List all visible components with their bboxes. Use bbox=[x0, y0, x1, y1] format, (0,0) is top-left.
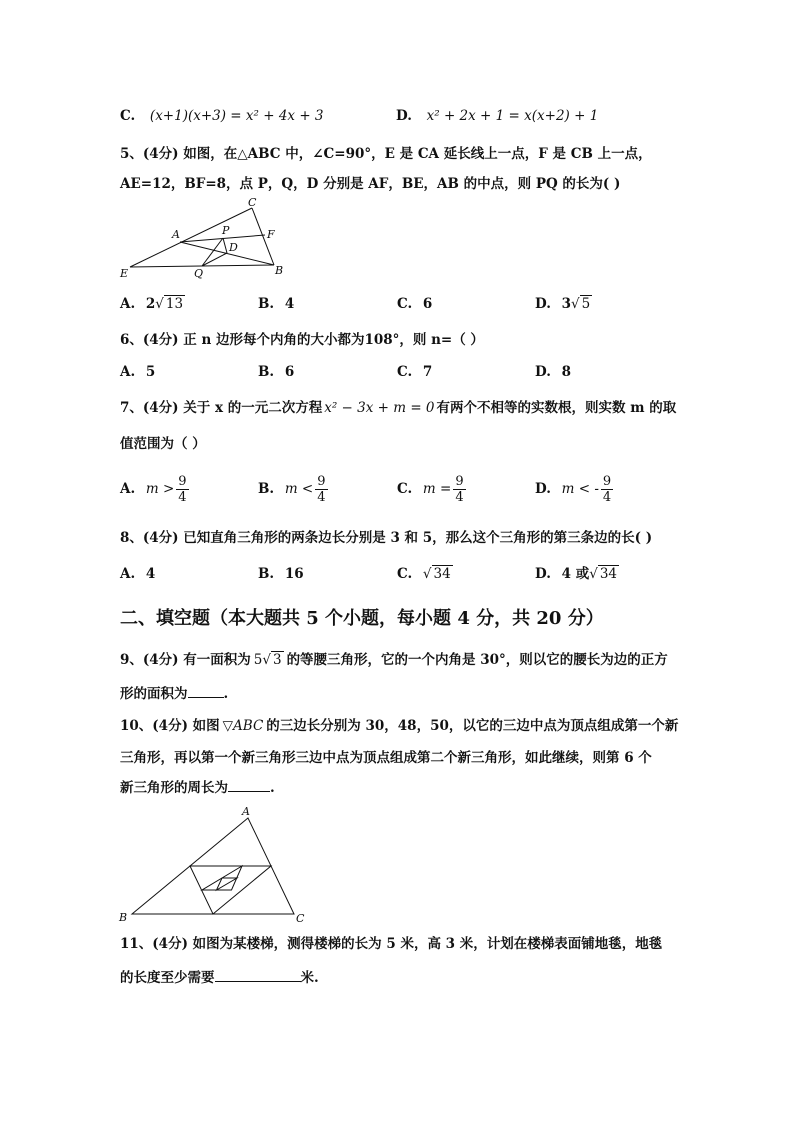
fraction bbox=[176, 474, 188, 505]
fraction bbox=[453, 474, 465, 505]
q5-stem-line2: AE=12，BF=8，点 P，Q，D 分别是 AF，BE，AB 的中点，则 PQ 的长为( ) bbox=[120, 176, 621, 192]
q9-period: . bbox=[223, 686, 229, 702]
label-c: C bbox=[248, 196, 257, 209]
q9-coef: 5 bbox=[253, 652, 263, 668]
option-value: 4 bbox=[145, 566, 156, 582]
q10-period: . bbox=[270, 780, 275, 796]
fraction bbox=[315, 474, 327, 505]
q10-stem-line2: 三角形，再以第一个新三角形三边中点为顶点组成第二个新三角形，如此继续，则第 6 个 bbox=[120, 750, 652, 766]
option-label: B. bbox=[258, 296, 275, 312]
option-value: 8 bbox=[561, 364, 572, 380]
label-f: F bbox=[267, 228, 275, 241]
q5-option-b bbox=[258, 294, 294, 314]
numerator: 9 bbox=[178, 474, 187, 489]
option-coef: 3 bbox=[561, 296, 572, 312]
q11-stem-line2 bbox=[120, 968, 319, 988]
label-e: E bbox=[120, 267, 129, 280]
q8-option-d bbox=[535, 564, 619, 584]
q8-stem: 8、(4分) 已知直角三角形的两条边长分别是 3 和 5，那么这个三角形的第三条边的长( ) bbox=[120, 530, 653, 546]
q9-stem-part3: 形的面积为 bbox=[120, 686, 188, 702]
option-value: 4 bbox=[284, 296, 295, 312]
q7-equation: x² − 3x + m = 0 bbox=[324, 400, 435, 416]
numerator: 9 bbox=[317, 474, 326, 489]
q10-triangle-symbol: ▽ABC bbox=[222, 718, 264, 734]
fraction bbox=[601, 474, 613, 505]
option-label: D. bbox=[535, 364, 551, 380]
q10-stem-part2: 的三边长分别为 30，48，50，以它的三边中点为顶点组成第一个新 bbox=[266, 718, 679, 734]
option-value: 4 或 bbox=[561, 566, 590, 582]
sqrt-sign: √ 13 bbox=[155, 296, 184, 312]
label-a: A bbox=[172, 228, 180, 241]
radicand: 34 bbox=[433, 566, 451, 582]
q10-figure bbox=[114, 804, 314, 926]
option-label: C. bbox=[397, 364, 413, 380]
q8-option-a bbox=[120, 564, 155, 584]
answer-blank[interactable] bbox=[215, 969, 301, 982]
option-expression: (x+1)(x+3) = x² + 4x + 3 bbox=[149, 108, 324, 124]
sqrt-sign: √ 34 bbox=[422, 566, 451, 582]
option-label: C. bbox=[397, 566, 413, 582]
option-relation: m = bbox=[422, 481, 452, 497]
radicand: 34 bbox=[599, 566, 618, 582]
option-label: C. bbox=[397, 481, 413, 497]
section-heading: 二、填空题（本大题共 5 个小题，每小题 4 分，共 20 分） bbox=[120, 608, 604, 629]
denominator: 4 bbox=[317, 490, 326, 505]
q10-stem-part3: 新三角形的周长为 bbox=[120, 780, 228, 796]
q4-option-d bbox=[396, 106, 598, 126]
q5-figure bbox=[118, 196, 298, 284]
radicand: 3 bbox=[272, 652, 282, 668]
sqrt-sign: √ 34 bbox=[589, 566, 618, 582]
q11-stem-part2: 的长度至少需要 bbox=[120, 970, 215, 986]
q10-stem-line1 bbox=[120, 716, 678, 736]
option-label: C. bbox=[120, 108, 136, 124]
q7-stem-part2: 有两个不相等的实数根，则实数 m 的取 bbox=[436, 400, 677, 416]
q7-option-d bbox=[535, 474, 613, 505]
q5-option-a bbox=[120, 294, 185, 314]
q4-option-c bbox=[120, 106, 324, 126]
option-label: A. bbox=[120, 481, 136, 497]
line-d-q bbox=[202, 253, 227, 266]
q11-unit: 米. bbox=[300, 970, 319, 986]
option-value: 5 bbox=[145, 364, 156, 380]
option-relation: m < - bbox=[561, 481, 599, 497]
radicand: 5 bbox=[581, 296, 591, 312]
numerator: 9 bbox=[455, 474, 464, 489]
option-value: 16 bbox=[284, 566, 304, 582]
denominator: 4 bbox=[455, 490, 464, 505]
denominator: 4 bbox=[602, 490, 612, 505]
option-label: A. bbox=[120, 296, 136, 312]
option-relation: m < bbox=[284, 481, 314, 497]
option-label: D. bbox=[535, 481, 551, 497]
q11-stem-line1: 11、(4分) 如图为某楼梯，测得楼梯的长为 5 米，高 3 米，计划在楼梯表面铺地毯，地毯 bbox=[120, 936, 663, 952]
label-b: B bbox=[275, 264, 284, 277]
option-relation: m > bbox=[145, 481, 175, 497]
q5-option-c bbox=[397, 294, 432, 314]
option-label: D. bbox=[535, 566, 551, 582]
q6-option-b bbox=[258, 362, 294, 382]
option-coef: 2 bbox=[145, 296, 156, 312]
q7-stem-line2: 值范围为（ ） bbox=[120, 436, 206, 452]
answer-blank[interactable] bbox=[228, 779, 270, 792]
q7-stem-line1 bbox=[120, 398, 676, 418]
q10-stem-part1: 10、(4分) 如图 bbox=[120, 718, 220, 734]
q7-option-a bbox=[120, 474, 189, 505]
sqrt-sign: √ 5 bbox=[571, 296, 591, 312]
q10-stem-line3 bbox=[120, 778, 275, 798]
q7-option-c bbox=[397, 474, 466, 505]
label-q: Q bbox=[194, 267, 204, 280]
label-b: B bbox=[119, 911, 128, 924]
q6-option-c bbox=[397, 362, 432, 382]
line-p-d bbox=[223, 238, 227, 253]
option-label: B. bbox=[258, 481, 275, 497]
option-label: B. bbox=[258, 364, 275, 380]
option-value: 6 bbox=[284, 364, 295, 380]
q6-stem: 6、(4分) 正 n 边形每个内角的大小都为108°，则 n=（ ） bbox=[120, 332, 484, 348]
option-label: D. bbox=[535, 296, 551, 312]
sqrt-sign: √ 3 bbox=[262, 652, 282, 668]
radicand: 13 bbox=[165, 296, 184, 312]
q9-stem-line2 bbox=[120, 684, 228, 704]
option-expression: x² + 2x + 1 = x(x+2) + 1 bbox=[426, 108, 599, 124]
answer-blank[interactable] bbox=[188, 685, 224, 698]
label-p: P bbox=[222, 224, 230, 237]
option-label: C. bbox=[397, 296, 413, 312]
denominator: 4 bbox=[178, 490, 187, 505]
q9-stem-line1 bbox=[120, 650, 668, 670]
q5-option-d bbox=[535, 294, 592, 314]
q9-stem-part2: 的等腰三角形，它的一个内角是 30°，则以它的腰长为边的正方 bbox=[286, 652, 668, 668]
option-label: D. bbox=[396, 108, 412, 124]
q9-stem-part1: 9、(4分) 有一面积为 bbox=[120, 652, 251, 668]
q6-option-d bbox=[535, 362, 571, 382]
label-c: C bbox=[296, 912, 305, 925]
option-label: A. bbox=[120, 364, 136, 380]
option-label: B. bbox=[258, 566, 275, 582]
q6-option-a bbox=[120, 362, 155, 382]
label-d: D bbox=[229, 241, 238, 254]
option-label: A. bbox=[120, 566, 136, 582]
q8-option-c bbox=[397, 564, 453, 584]
option-value: 7 bbox=[422, 364, 433, 380]
q7-option-b bbox=[258, 474, 328, 505]
q7-stem-part1: 7、(4分) 关于 x 的一元二次方程 bbox=[120, 400, 323, 416]
option-value: 6 bbox=[422, 296, 433, 312]
q5-stem-line1: 5、(4分) 如图，在△ABC 中，∠C=90°，E 是 CA 延长线上一点，F 是 CB 上一点， bbox=[120, 146, 652, 162]
numerator: 9 bbox=[602, 474, 612, 489]
label-a: A bbox=[242, 805, 250, 818]
q8-option-b bbox=[258, 564, 304, 584]
